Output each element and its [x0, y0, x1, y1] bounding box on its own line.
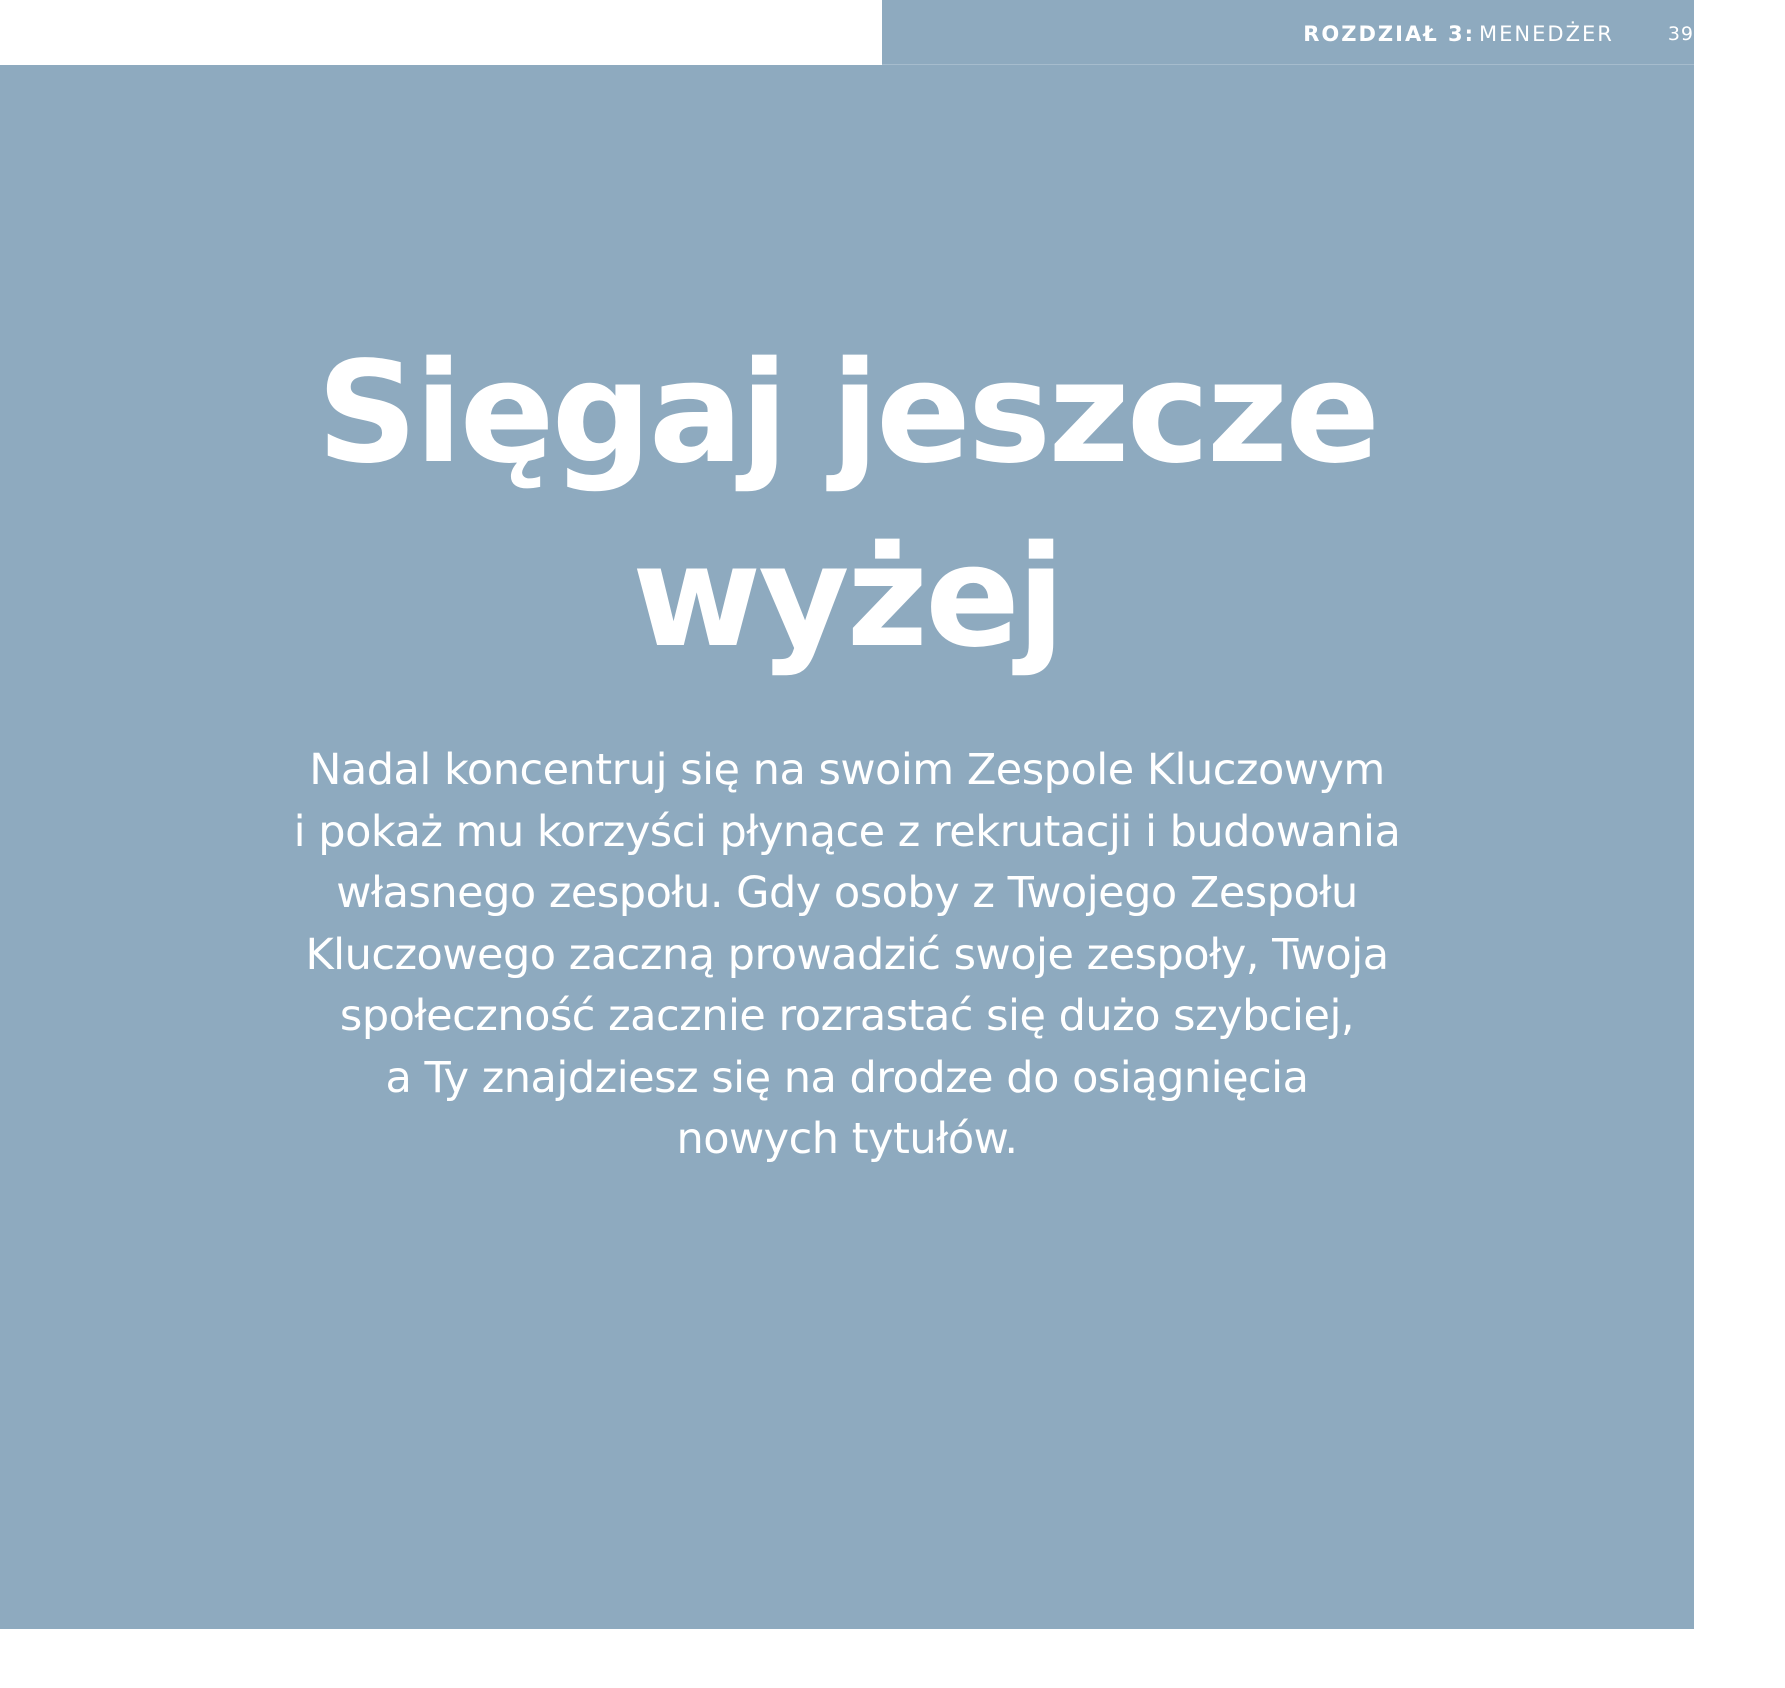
body-line: Kluczowego zaczną prowadzić swoje zespoły, Twoja	[305, 929, 1389, 980]
title-line: wyżej	[631, 516, 1063, 679]
body-line: własnego zespołu. Gdy osoby z Twojego Zespołu	[336, 868, 1358, 918]
page-number: 39	[1667, 23, 1694, 45]
chapter-name: MENEDŻER	[1479, 22, 1614, 46]
running-header	[1303, 20, 1694, 48]
body-line: i pokaż mu korzyści płynące z rekrutacji i budowania	[293, 806, 1401, 857]
body-line: nowych tytułów.	[676, 1114, 1018, 1164]
body-paragraph	[197, 740, 1497, 1171]
page-title	[0, 322, 1694, 690]
title-line: Sięgaj jeszcze	[316, 332, 1378, 495]
body-line: Nadal koncentruj się na swoim Zespole Kluczowym	[309, 745, 1385, 795]
body-line: społeczność zacznie rozrastać się dużo szybciej,	[339, 991, 1355, 1041]
body-line: a Ty znajdziesz się na drodze do osiągnięcia	[385, 1052, 1309, 1103]
chapter-label: ROZDZIAŁ 3:	[1303, 22, 1476, 46]
